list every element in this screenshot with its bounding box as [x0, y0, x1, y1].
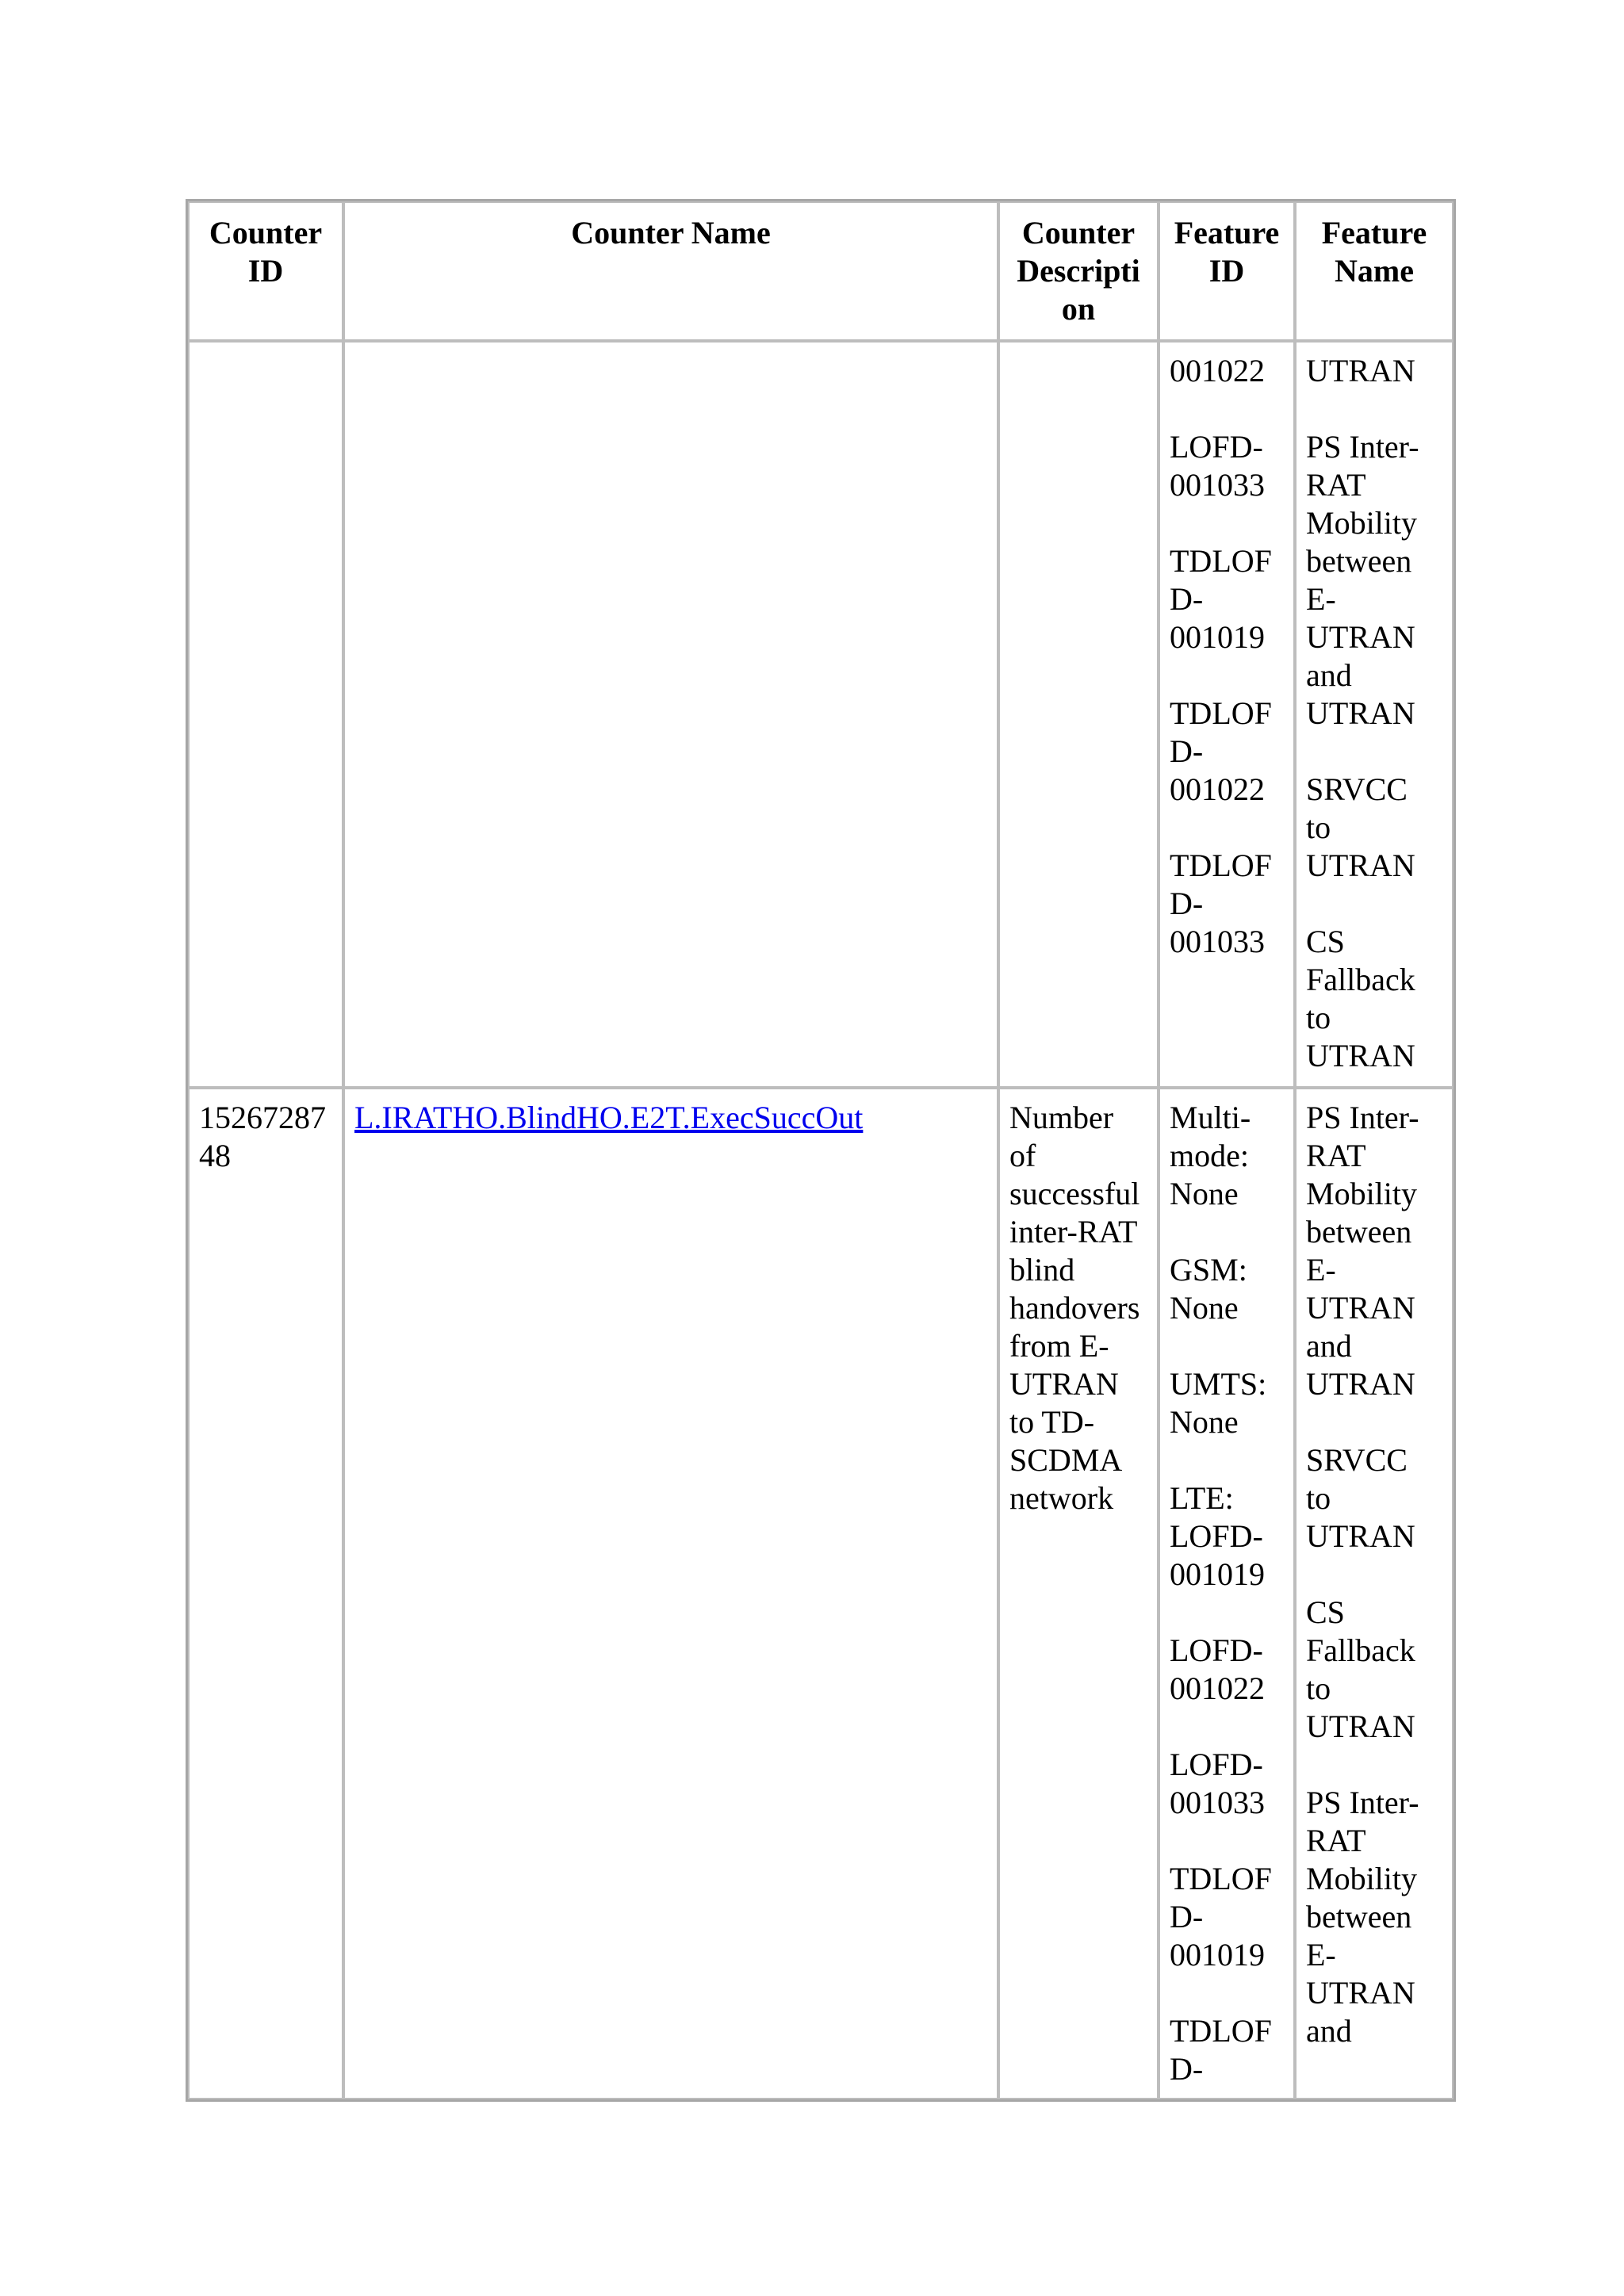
cell-feature-id: [1159, 1088, 1295, 2099]
header-counter-id: [188, 201, 343, 341]
header-line: Feature: [1321, 215, 1427, 251]
counter-id: 15267287 48: [199, 1100, 326, 1173]
header-feature-id: [1159, 201, 1295, 341]
feature-name-entry: PS Inter- RAT Mobility between E- UTRAN and UTRAN: [1306, 1100, 1419, 1402]
header-line: Name: [1335, 253, 1414, 289]
header-line: on: [1061, 291, 1096, 327]
feature-name-entry: UTRAN: [1306, 353, 1415, 388]
counter-name-link[interactable]: L.IRATHO.BlindHO.E2T.ExecSuccOut: [354, 1100, 864, 1135]
feature-id-entry: TDLOF D- 001033: [1170, 848, 1272, 959]
feature-id-entry: LOFD- 001033: [1170, 429, 1265, 503]
header-counter-description: [998, 201, 1159, 341]
feature-id-entry: TDLOF D-: [1170, 2013, 1272, 2087]
feature-name-entry: SRVCC to UTRAN: [1306, 771, 1415, 883]
feature-id-entry: UMTS: None: [1170, 1366, 1267, 1440]
counter-description: Number of successful inter-RAT blind handovers from E- UTRAN to TD- SCDMA network: [1009, 1100, 1140, 1516]
header-line: Counter Name: [571, 215, 771, 251]
table-row: [188, 1088, 1454, 2099]
header-line: Counter: [1021, 215, 1136, 251]
cell-counter-id: [188, 341, 343, 1088]
feature-name-entry: SRVCC to UTRAN: [1306, 1442, 1415, 1554]
cell-counter-name: [343, 341, 998, 1088]
feature-id-entry: TDLOF D- 001019: [1170, 543, 1272, 655]
feature-id-entry: 001022: [1170, 353, 1265, 388]
counter-table: [186, 199, 1456, 2102]
header-line: Counter: [209, 215, 323, 251]
cell-counter-id: [188, 1088, 343, 2099]
cell-counter-name: [343, 1088, 998, 2099]
cell-counter-description: [998, 341, 1159, 1088]
header-row: [188, 201, 1454, 341]
feature-id-entry: TDLOF D- 001022: [1170, 695, 1272, 807]
header-line: Feature: [1174, 215, 1280, 251]
table-row: [188, 341, 1454, 1088]
cell-feature-id: [1159, 341, 1295, 1088]
feature-id-entry: TDLOF D- 001019: [1170, 1861, 1272, 1973]
feature-id-entry: LOFD- 001033: [1170, 1747, 1265, 1820]
cell-feature-name: [1295, 1088, 1454, 2099]
feature-id-entry: LOFD- 001022: [1170, 1632, 1265, 1706]
header-line: Descripti: [1017, 253, 1140, 289]
feature-name-entry: CS Fallback to UTRAN: [1306, 1594, 1415, 1744]
feature-name-entry: PS Inter- RAT Mobility between E- UTRAN and: [1306, 1785, 1419, 2049]
feature-id-entry: LTE: LOFD- 001019: [1170, 1480, 1265, 1592]
cell-counter-description: [998, 1088, 1159, 2099]
feature-name-entry: CS Fallback to UTRAN: [1306, 924, 1415, 1073]
feature-id-entry: GSM: None: [1170, 1252, 1247, 1326]
header-line: ID: [1208, 253, 1245, 289]
header-feature-name: [1295, 201, 1454, 341]
feature-id-entry: Multi- mode: None: [1170, 1100, 1251, 1211]
header-counter-name: [343, 201, 998, 341]
feature-name-entry: PS Inter- RAT Mobility between E- UTRAN and UTRAN: [1306, 429, 1419, 731]
cell-feature-name: [1295, 341, 1454, 1088]
header-line: ID: [247, 253, 284, 289]
